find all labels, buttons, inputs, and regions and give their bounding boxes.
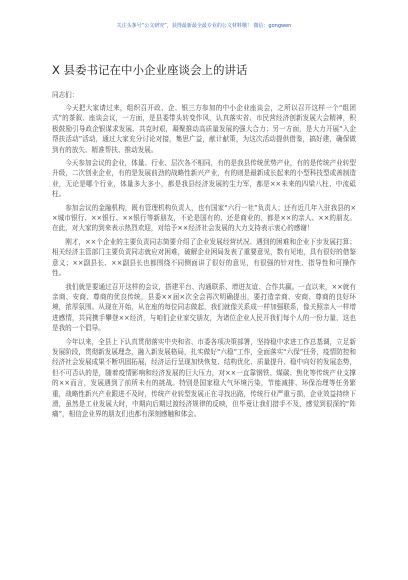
paragraph-1: 今天把大家请过来，组织召开政、企、银三方参加的中小企业座谈会，之所以召开这样一个“组团式”的茶叙、座谈会议，一方面，是县委带头转变作风，认真落实省、市民营经济创新发展大会精神，积极鼓励引导政企银谋求发展、共克时艰，凝聚推动高质量发展的强大合力；另一方面，是大力开展“入企帮扶活动”活动，通过大家充分讨论对接，集思广益，献计献策，为这次活动提供借鉴，搞好建，确保做到有的放矢、精准帮扶、推动发展。 [52,104,356,154]
paragraph-3: 参加会议的金融机构，既有管理机构负责人，也有国家“六行一社”负责人；还有近几年入驻我县的××城市银行、××银行、××银行等新朋友，不论是国有的、还是商业的，都是××的亲人、××的朋友。在此，对大家的到来表示热烈欢迎，对给予××经济社会发展的大力支持表示衷心的感谢！ [52,203,356,233]
paragraph-2: 今天参加会议的企业，体量、行业、层次各不相同，有的是我县传统优势产业，有的是传统产业转型升级，二次创业企业，有的是发展前劲的战略性新兴产业，有的则是最新成长起来的小型科技型或善制造业，无论是哪个行业，体量多大多小，都是我县经济发展的生力军，都是××未来的四梁八柱、中流砥柱。 [52,159,356,199]
salutation: 同志们： [52,91,79,99]
paragraph-4: 刚才，××个企业的主要负责同志简要介绍了企业发展经营状况、遇到的困难和企业下步发展打算；相关经济主管部门主要负责同志就应对困难，破解企业困局发表了重要意见，数有见地，具有很好的借鉴意义；××副县长、××副县长也都围绕不同侧面讲了很好的意见，有很强的针对性、指导性和可操作性。 [52,237,356,278]
header-banner[interactable]: 关注头条号“公文研究”，获得最新最全最专业的公文材料哦！ 微信：gongwen [116,23,292,29]
document-title: X 县委书记在中小企业座谈会上的讲话 [52,63,248,77]
paragraph-5: 我们就是要通过召开这样的会议，搭建平台、沟通联系、增进友谊、合作共赢。一直以来，××就有亲商、安商、尊商的优良传统，县委××届×次全会再次明确提出，要打造亲商、安商、尊商的良好环境，浓厚氛围。从现在开始，从在座的每位同志做起，我们就像关系成一样加强联系，像关照亲人一样增进感情，共同携手攀登××经济，与咱们企业家交朋友，为诸位企业人民开我们每个人的一份力量，这也是我的一个倡导。 [52,282,356,333]
paragraph-6: 今年以来，全县上下认真贯彻落实中央和省、市委各项决策部署，坚持稳中求进工作总基调，立足新发展阶段，贯彻新发展理念，融入新发展格局，扎实做好“六稳”工作，全面落实“六保”任务，疫情防控和经济社会发展成果不断巩固拓展，经济运行呈现加快恢复、结构优化、质量提升、稳中向好的发展态势，但不可否认的是，随着疫情影响和经济发展的巨大压力，对××一直靠钢铁、煤碳、焦化等传统产业支撑的××而言，发展遇到了前所未有的挑战。特别是国家稳大气环境污染，节能减排、环保治理等任务繁重，战略性新兴产业跟进不及时，传统产业转型发展正在寻找出路，传统行业严重亏损，企业效益持续下滑，虽然是工业发展大时，中期向后期过渡经济规律的反映，但毕竟让我们措手不及，感觉到很深的“阵痛”，相信企业界的朋友们也都有深刻感触和体会。 [52,337,356,419]
